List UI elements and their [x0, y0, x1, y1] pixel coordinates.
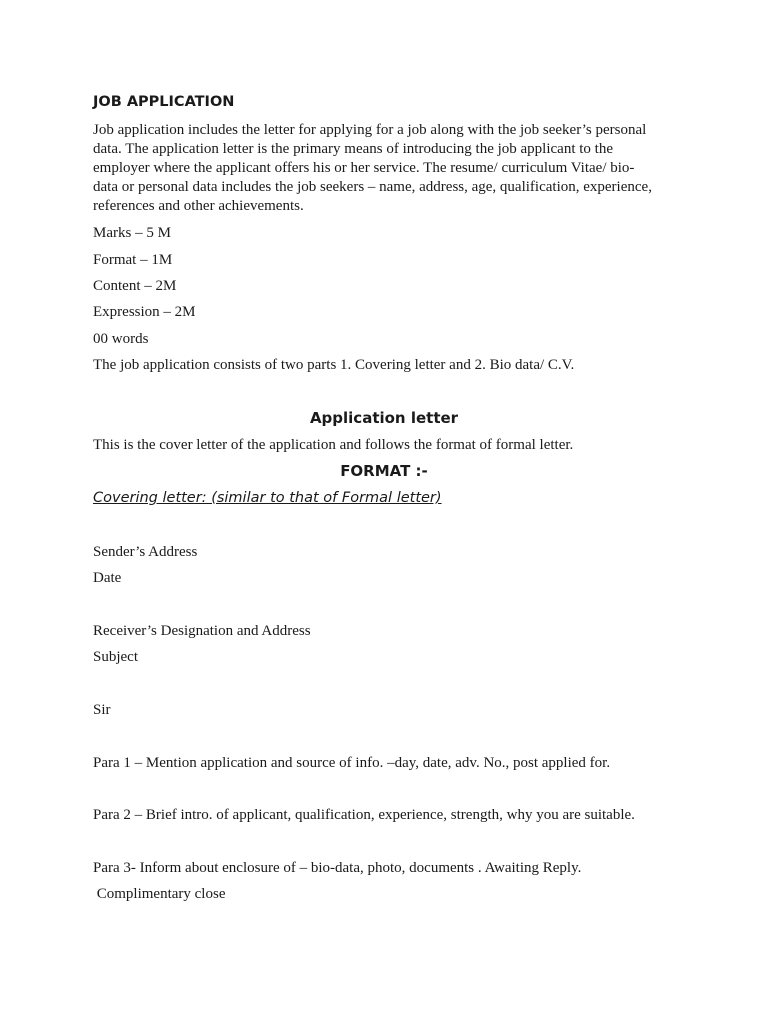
complimentary-close: Complimentary close — [93, 886, 226, 902]
intro-line-2: data. The application letter is the primary means of introducing the job applicant to the — [93, 141, 613, 157]
word-limit: 00 words — [93, 331, 149, 347]
subject-line: Subject — [93, 649, 138, 665]
cover-letter-description: This is the cover letter of the application and follows the format of formal letter. — [93, 437, 574, 453]
intro-line-4: data or personal data includes the job seekers – name, address, age, qualification, experience, — [93, 179, 652, 195]
format-heading: FORMAT :- — [340, 462, 428, 480]
covering-letter-note: Covering letter: (similar to that of Formal letter) — [93, 490, 442, 506]
intro-line-3: employer where the applicant offers his or her service. The resume/ curriculum Vitae/ bio- — [93, 160, 635, 176]
para-3: Para 3- Inform about enclosure of – bio-data, photo, documents . Awaiting Reply. — [93, 860, 582, 876]
intro-line-5: references and other achievements. — [93, 198, 304, 214]
document-title: JOB APPLICATION — [93, 94, 235, 110]
senders-address: Sender’s Address — [93, 544, 198, 560]
para-1: Para 1 – Mention application and source of info. –day, date, adv. No., post applied for. — [93, 755, 611, 771]
date-line: Date — [93, 570, 122, 586]
receiver-line: Receiver’s Designation and Address — [93, 623, 311, 639]
marks-format: Format – 1M — [93, 252, 173, 268]
para-2: Para 2 – Brief intro. of applicant, qualification, experience, strength, why you are suitable. — [93, 807, 635, 823]
salutation: Sir — [93, 702, 111, 718]
marks-expression: Expression – 2M — [93, 304, 196, 320]
marks-total: Marks – 5 M — [93, 225, 171, 241]
intro-line-1: Job application includes the letter for applying for a job along with the job seeker’s personal — [93, 122, 647, 138]
marks-content: Content – 2M — [93, 278, 177, 294]
application-letter-heading: Application letter — [309, 409, 459, 427]
parts-description: The job application consists of two parts 1. Covering letter and 2. Bio data/ C.V. — [93, 357, 575, 373]
